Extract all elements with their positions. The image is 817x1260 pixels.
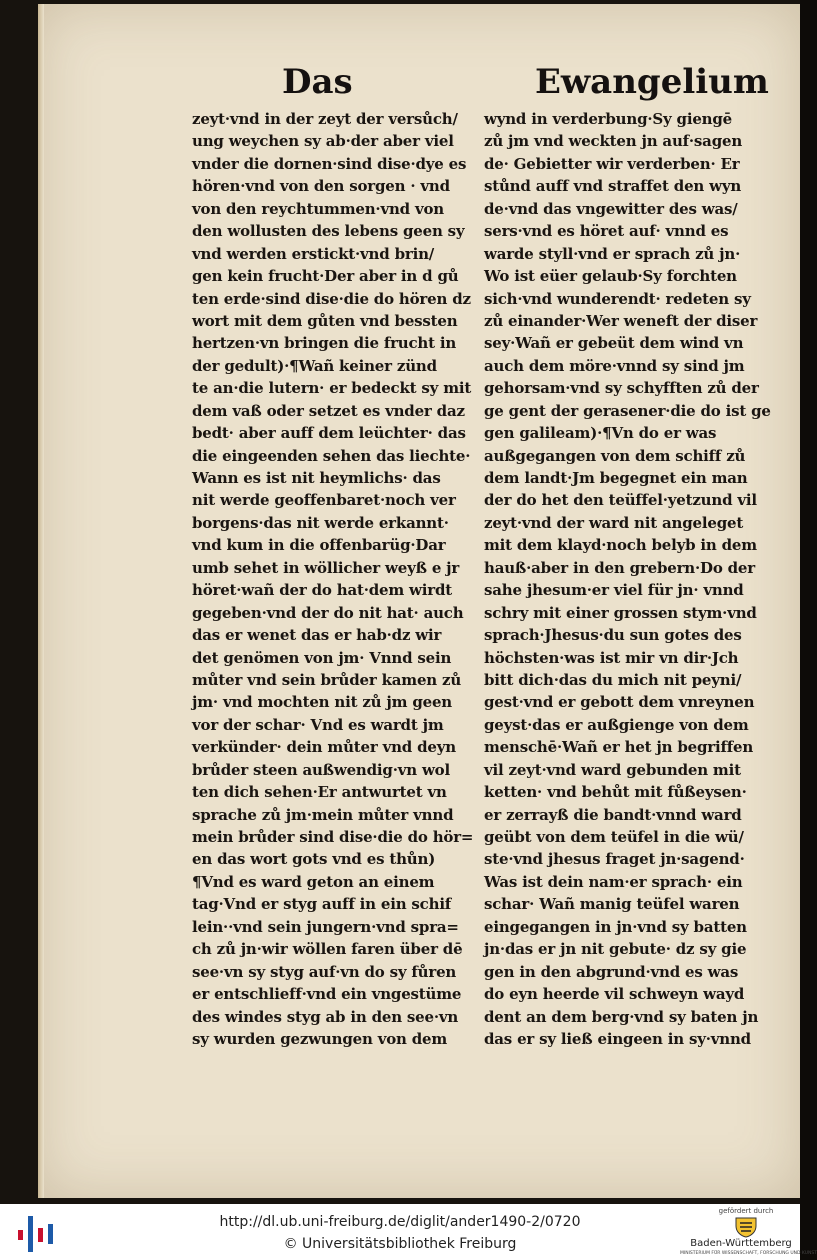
text-line: dent an dem berg·vnd sy baten jn [484, 1007, 759, 1026]
text-line: gehorsam·vnd sy schyfften zů der [484, 379, 759, 398]
text-line: vil zeyt·vnd ward gebunden mit [484, 760, 741, 779]
text-line: dem landt·Jm begegnet ein man [484, 469, 748, 487]
sponsor-label: gefördert durch [718, 1207, 774, 1215]
text-line: höchsten·was ist mir vn dir·Jch [484, 648, 739, 667]
text-line: ch zů jn·wir wöllen faren über dē [192, 940, 463, 959]
text-line: lein··vnd sein jungern·vnd spra= [192, 917, 459, 936]
text-line: mein brůder sind dise·die do hör= [192, 828, 474, 846]
text-line: hören·vnd von den sorgen · vnd [192, 177, 450, 196]
text-line: vnd kum in die offenbarüg·Dar [192, 536, 446, 555]
text-line: můter vnd sein brůder kamen zů [192, 670, 462, 689]
document-url-link[interactable]: http://dl.ub.uni-freiburg.de/diglit/ander1490-2/0720 [219, 1214, 581, 1230]
text-line: te an·die lutern· er bedeckt sy mit [192, 379, 472, 398]
text-line: schar· Wañ manig teüfel waren [484, 895, 740, 914]
text-line: menschē·Wañ er het jn begriffen [484, 738, 754, 757]
text-line: bedt· aber auff dem leüchter· das [192, 424, 466, 443]
copyright-notice: © Universitätsbibliothek Freiburg [283, 1236, 517, 1252]
text-line: de· Gebietter wir verderben· Er [484, 154, 740, 173]
text-line: ge gent der gerasener·die do ist ge [484, 401, 771, 420]
text-line: sy wurden gezwungen von dem [192, 1029, 448, 1048]
text-line: warde styll·vnd er sprach zů jn· [484, 244, 741, 263]
text-line: zeyt·vnd der ward nit angeleget [484, 513, 744, 532]
text-line: brůder steen außwendig·vn wol [192, 760, 450, 779]
text-line: den wollusten des lebens geen sy [192, 222, 465, 241]
text-line: gest·vnd er gebott dem vnreynen [484, 693, 755, 712]
text-line: mit dem klayd·noch belyb in dem [484, 536, 757, 555]
text-line: höret·wañ der do hat·dem wirdt [192, 581, 452, 600]
text-line: gen galileam)·¶Vn do er was [484, 424, 717, 443]
text-line: nit werde geoffenbaret·noch ver [192, 491, 456, 510]
text-line: der gedult)·¶Wañ keiner zünd [192, 356, 437, 375]
text-line: sahe jhesum·er viel für jn· vnnd [484, 581, 744, 600]
text-line: verkünder· dein můter vnd deyn [192, 738, 456, 757]
text-line: gen in den abgrund·vnd es was [484, 962, 739, 981]
sponsor-name: Baden-Württemberg [690, 1238, 792, 1249]
text-line: schry mit einer grossen stym·vnd [484, 603, 757, 622]
text-line: do eyn heerde vil schweyn wayd [484, 985, 745, 1004]
running-head-right: Ewangelium [535, 62, 769, 102]
text-line: wynd in verderbung·Sy giengē [484, 110, 733, 128]
text-line: ¶Vnd es ward geton an einem [192, 872, 435, 891]
text-line: geyst·das er außgienge von dem [484, 715, 749, 734]
text-line: dem vaß oder setzet es vnder daz [192, 401, 465, 420]
text-line: ten erde·sind dise·die do hören dz [192, 289, 471, 308]
text-line: wort mit dem gůten vnd bessten [192, 311, 458, 330]
running-head-left: Das [282, 62, 353, 102]
text-line: die eingeenden sehen das liechte· [192, 446, 471, 465]
text-line: ung weychen sy ab·der aber viel [192, 132, 454, 151]
text-line: sprach·Jhesus·du sun gotes des [484, 626, 742, 645]
text-line: gen kein frucht·Der aber in d gů [192, 267, 459, 286]
text-line: jm· vnd mochten nit zů jm geen [192, 693, 452, 712]
text-line: ten dich sehen·Er antwurtet vn [192, 783, 447, 802]
text-line: jn·das er jn nit gebute· dz sy gie [484, 940, 747, 959]
coat-of-arms-icon [733, 1216, 759, 1238]
text-line: der do het den teüffel·yetzund vil [484, 491, 757, 510]
sponsor-ministry: MINISTERIUM FÜR WISSENSCHAFT, FORSCHUNG UND KUNST [680, 1251, 817, 1256]
text-line: außgegangen von dem schiff zů [484, 446, 746, 465]
text-line: tag·Vnd er styg auff in ein schif [192, 895, 452, 914]
text-line: zů einander·Wer weneft der diser [484, 311, 758, 330]
text-line: er zerrayß die bandt·vnnd ward [484, 805, 742, 824]
text-line: borgens·das nit werde erkannt· [192, 513, 449, 532]
viewer-footer [0, 1204, 817, 1260]
text-line: vnder die dornen·sind dise·dye es [192, 154, 467, 173]
text-line: vnd werden erstickt·vnd brin/ [192, 244, 435, 263]
text-line: en das wort gots vnd es thůn) [192, 850, 436, 869]
text-line: sey·Wañ er gebeüt dem wind vn [484, 334, 744, 353]
text-line: eingegangen in jn·vnd sy batten [484, 917, 747, 936]
text-line: des windes styg ab in den see·vn [192, 1007, 459, 1026]
text-line: Was ist dein nam·er sprach· ein [484, 872, 743, 891]
text-line: see·vn sy styg auf·vn do sy fůren [192, 962, 457, 981]
text-line: Wo ist eüer gelaub·Sy forchten [484, 267, 737, 286]
text-line: hauß·aber in den grebern·Do der [484, 558, 755, 577]
text-line: gegeben·vnd der do nit hat· auch [192, 603, 464, 622]
left-text-column [192, 108, 482, 1050]
text-line: das er sy ließ eingeen in sy·vnnd [484, 1029, 751, 1048]
text-line: das er wenet das er hab·dz wir [192, 626, 442, 645]
text-line: zů jm vnd weckten jn auf·sagen [484, 132, 743, 151]
text-line: de·vnd das vngewitter des was/ [484, 199, 738, 218]
text-line: det genömen von jm· Vnnd sein [192, 648, 452, 667]
text-line: bitt dich·das du mich nit peyni/ [484, 670, 742, 689]
text-line: sers·vnd es höret auf· vnnd es [484, 222, 729, 241]
text-line: sich·vnd wunderendt· redeten sy [484, 289, 751, 308]
text-line: auch dem möre·vnnd sy sind jm [484, 356, 745, 375]
text-line: ketten· vnd behůt mit fůßeysen· [484, 783, 747, 802]
text-line: ste·vnd jhesus fraget jn·sagend· [484, 850, 745, 869]
right-text-column [484, 108, 774, 1050]
text-line: sprache zů jm·mein můter vnnd [192, 805, 454, 824]
text-line: Wann es ist nit heymlichs· das [192, 469, 441, 487]
page-edge [38, 4, 44, 1198]
text-line: er entschlieff·vnd ein vngestüme [192, 985, 462, 1004]
text-line: stůnd auff vnd straffet den wyn [484, 177, 742, 196]
text-line: zeyt·vnd in der zeyt der versůch/ [192, 110, 458, 128]
text-line: umb sehet in wöllicher weyß e jr [192, 558, 460, 577]
text-line: vor der schar· Vnd es wardt jm [192, 715, 444, 734]
text-line: geübt von dem teüfel in die wü/ [484, 828, 744, 846]
text-line: hertzen·vn bringen die frucht in [192, 334, 457, 353]
text-line: von den reychtummen·vnd von [192, 199, 445, 218]
